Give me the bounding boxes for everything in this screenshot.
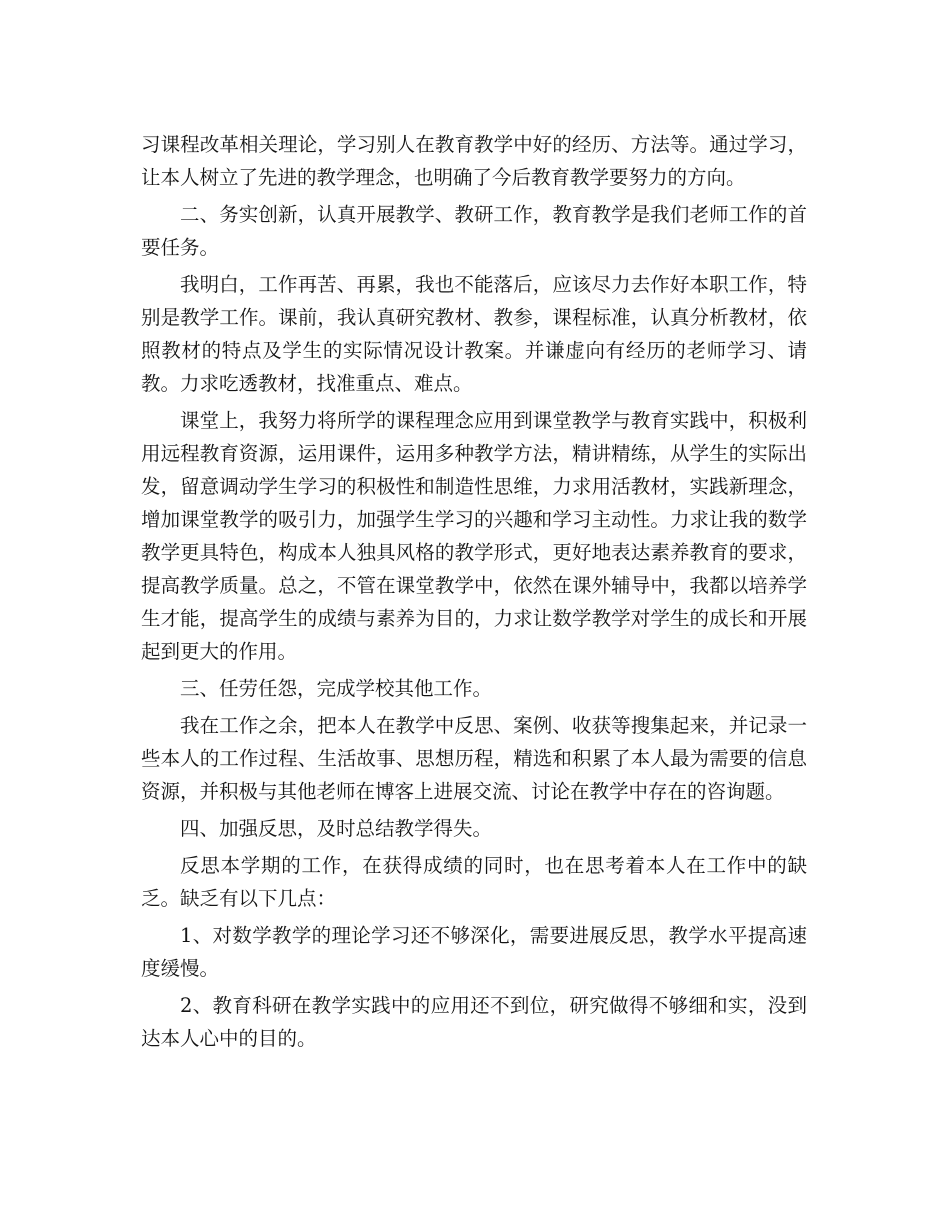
paragraph: 课堂上，我努力将所学的课程理念应用到课堂教学与教育实践中，积极利用远程教育资源，运用课件，运用多种教学方法，精讲精练，从学生的实际出发，留意调动学生学习的积极性和制造性思维，力求用活教材，实践新理念，增加课堂教学的吸引力，加强学生学习的兴趣和学习主动性。力求让我的数学教学更具特色，构成本人独具风格的教学形式，更好地表达素养教育的要求，提高教学质量。总之，不管在课堂教学中，依然在课外辅导中，我都以培养学生才能，提高学生的成绩与素养为目的，力求让数学教学对学生的成长和开展起到更大的作用。 [141, 409, 807, 663]
document-body [141, 128, 807, 1059]
list-item: 2、教育科研在教学实践中的应用还不到位，研究做得不够细和实，没到达本人心中的目的。 [141, 994, 807, 1050]
section-heading-4: 四、加强反思，及时总结教学得失。 [180, 817, 493, 840]
paragraph: 反思本学期的工作，在获得成绩的同时，也在思考着本人在工作中的缺乏。缺乏有以下几点： [141, 854, 807, 910]
paragraph: 我明白，工作再苦、再累，我也不能落后，应该尽力去作好本职工作，特别是教学工作。课前，我认真研究教材、教参，课程标准，认真分析教材，依照教材的特点及学生的实际情况设计教案。并谦虚向有经历的老师学习、请教。力求吃透教材，找准重点、难点。 [141, 273, 807, 395]
section-heading-2: 二、务实创新，认真开展教学、教研工作，教育教学是我们老师工作的首要任务。 [141, 203, 807, 259]
list-item: 1、对数学教学的理论学习还不够深化，需要进展反思，教学水平提高速度缓慢。 [141, 924, 807, 980]
section-heading-3: 三、任劳任怨，完成学校其他工作。 [180, 677, 493, 700]
paragraph-continuation: 习课程改革相关理论，学习别人在教育教学中好的经历、方法等。通过学习，让本人树立了先进的教学理念，也明确了今后教育教学要努力的方向。 [141, 133, 807, 189]
paragraph: 我在工作之余，把本人在教学中反思、案例、收获等搜集起来，并记录一些本人的工作过程、生活故事、思想历程，精选和积累了本人最为需要的信息资源，并积极与其他老师在博客上进展交流、讨论在教学中存在的咨询题。 [141, 714, 807, 803]
